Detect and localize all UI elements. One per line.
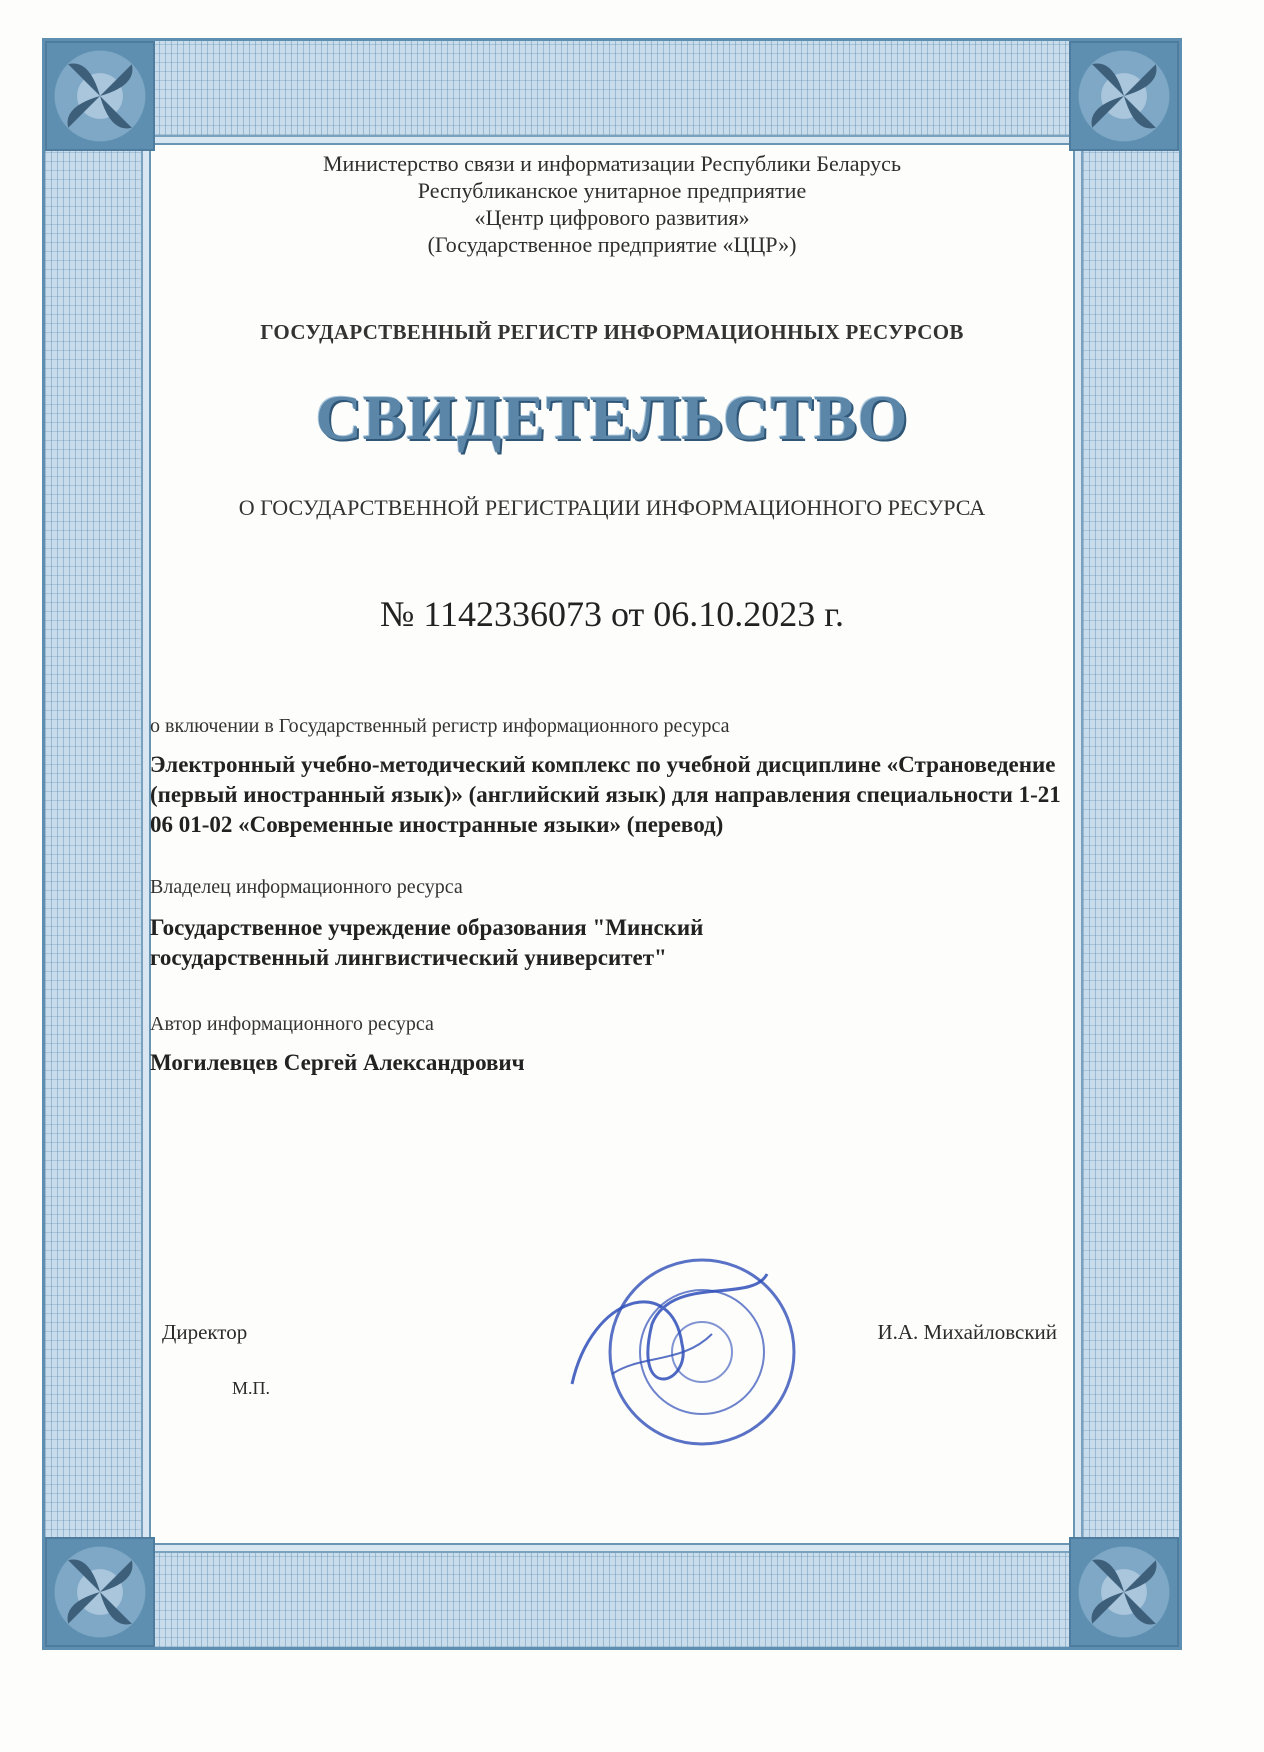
certificate-number: № 1142336073 от 06.10.2023 г. (380, 594, 844, 634)
issuer-header (150, 150, 1074, 258)
author-name: Могилевцев Сергей Александрович (150, 1050, 525, 1075)
stamp-place-mark: М.П. (232, 1378, 271, 1398)
author-label: Автор информационного ресурса (150, 1013, 434, 1035)
inclusion-label: о включении в Государственный регистр информационного ресурса (150, 715, 730, 737)
corner-ornament-icon (45, 1537, 155, 1647)
inclusion-section (150, 715, 1074, 840)
signature-block (162, 1310, 1062, 1430)
document-subtitle: О ГОСУДАРСТВЕННОЙ РЕГИСТРАЦИИ ИНФОРМАЦИОННОГО РЕСУРСА (238, 495, 986, 520)
enterprise-name-line: «Центр цифрового развития» (474, 205, 750, 230)
enterprise-short-line: (Государственное предприятие «ЦЦР») (427, 232, 797, 257)
owner-label: Владелец информационного ресурса (150, 876, 463, 898)
owner-section (150, 876, 1074, 973)
author-section (150, 1013, 1074, 1078)
official-seal-icon (552, 1234, 812, 1464)
corner-ornament-icon (45, 41, 155, 151)
owner-name: Государственное учреждение образования "Минский государственный лингвистический университет" (150, 915, 704, 970)
corner-ornament-icon (1069, 1537, 1179, 1647)
signatory-position: Директор (162, 1320, 248, 1344)
signatory-name: И.А. Михайловский (877, 1320, 1057, 1344)
resource-name: Электронный учебно-методический комплекс по учебной дисциплине «Страноведение (первый иностранный язык)» (английский язык) для направления специальности 1-21 06 01-02 «Современные иностранные языки» (перевод) (150, 752, 1061, 837)
corner-ornament-icon (1069, 41, 1179, 151)
registry-title: ГОСУДАРСТВЕННЫЙ РЕГИСТР ИНФОРМАЦИОННЫХ РЕСУРСОВ (260, 320, 964, 344)
enterprise-type-line: Республиканское унитарное предприятие (417, 178, 807, 203)
certificate-content (150, 150, 1074, 1078)
ministry-line: Министерство связи и информатизации Республики Беларусь (323, 151, 901, 176)
document-title: СВИДЕТЕЛЬСТВО (315, 382, 909, 453)
